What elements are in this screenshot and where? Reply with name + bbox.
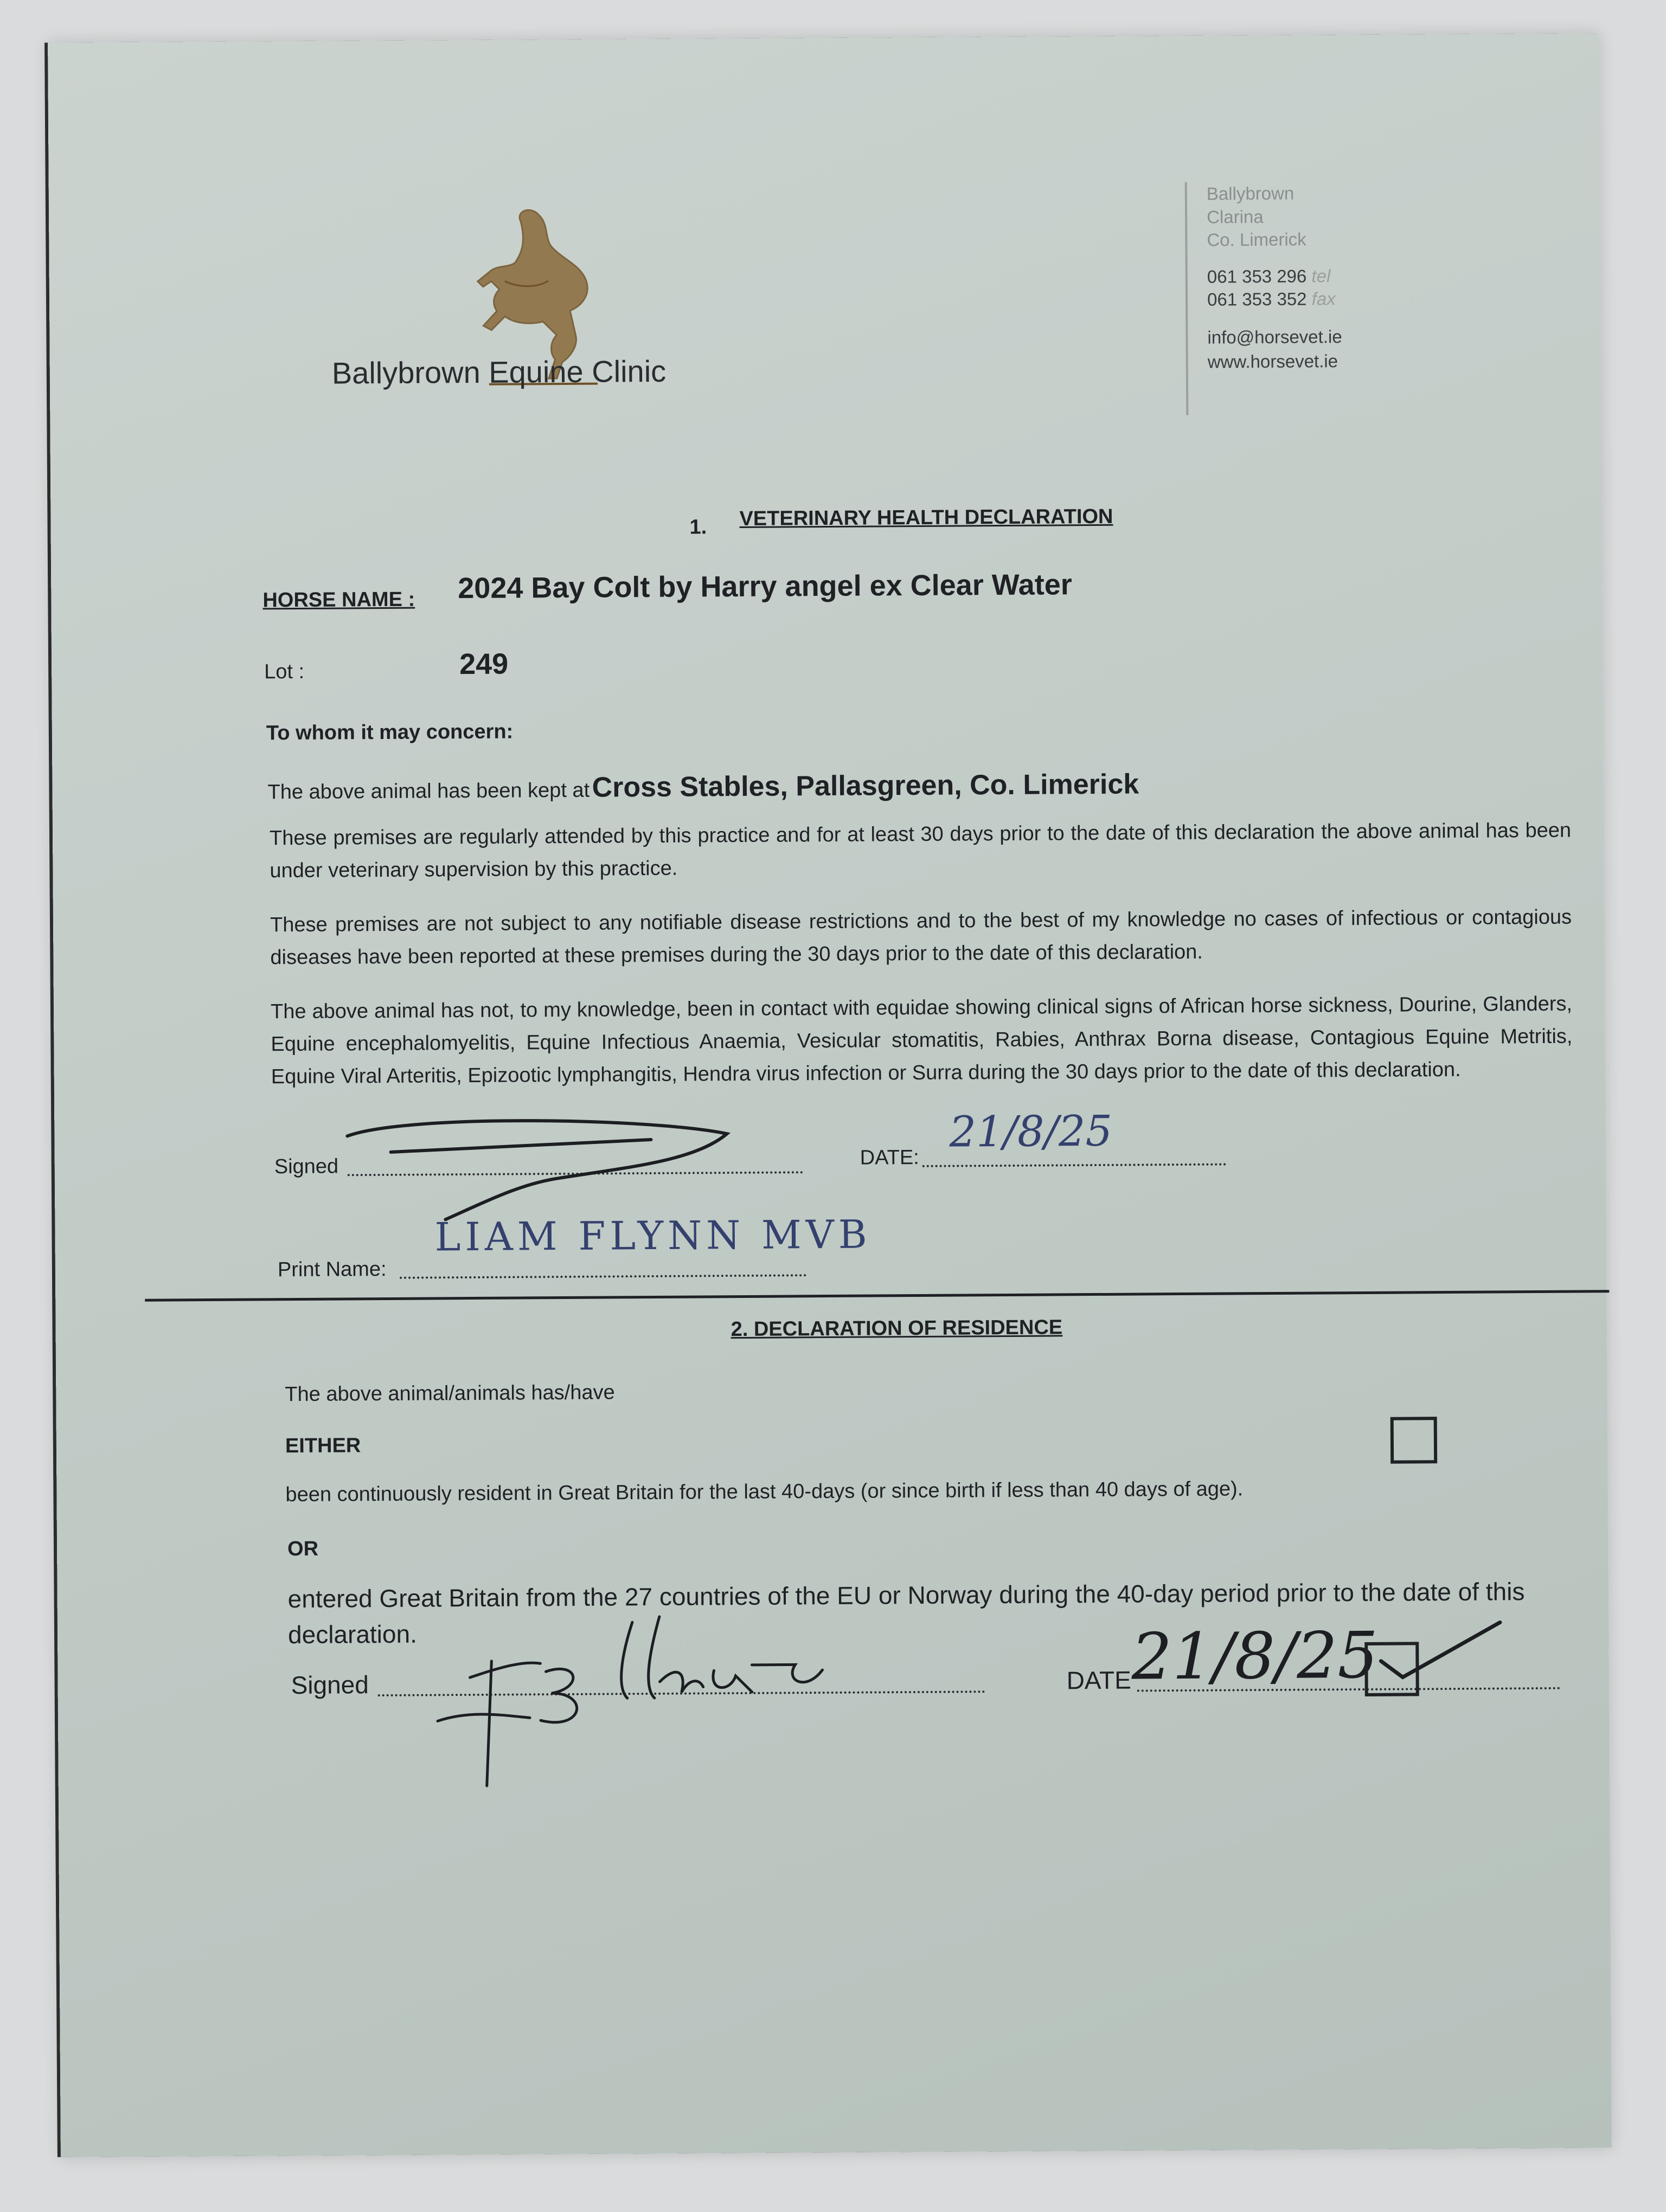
date-value-1: 21/8/25 (949, 1107, 1113, 1157)
either-text: been continuously resident in Great Britain for the last 40-days (or since birth if less than 40 days of age). (285, 1477, 1244, 1507)
horse-name-label: HORSE NAME : (262, 588, 415, 612)
date-line-1 (922, 1163, 1226, 1167)
date-value-2: 21/8/25 (1131, 1617, 1379, 1694)
lot-label: Lot : (264, 660, 305, 684)
document-page (48, 33, 1612, 2157)
paragraph-supervision: These premises are regularly attended by this practice and for at least 30 days prior to the date of this declaration the above animal has been under veterinary supervision by this practice. (269, 819, 1572, 883)
either-checkbox[interactable] (1391, 1417, 1438, 1464)
salutation: To whom it may concern: (266, 720, 514, 745)
address-line-2: Clarina (1207, 207, 1264, 227)
or-label: OR (287, 1537, 319, 1561)
horse-name-value: 2024 Bay Colt by Harry angel ex Clear Water (458, 568, 1072, 605)
paragraph-no-contact: The above animal has not, to my knowledge, been in contact with equidae showing clinical signs of African horse sickness, Dourine, Glanders, Equine encephalomyelitis, Equine Infectious Anaemia, Vesicular stomatitis, Rabies, Anthrax Borna disease, Contagious Equine Metritis, Equine Viral Arteritis, Epizootic lymphangitis, Hendra virus infection or Surra during the 30 days prior to the date of this declaration. (270, 992, 1573, 1089)
kept-at-prefix: The above animal has been kept at (267, 779, 590, 804)
vet-signature (325, 1101, 814, 1228)
check-mark-icon (1370, 1611, 1511, 1699)
address-divider (1185, 182, 1189, 415)
signed-label-2: Signed (291, 1670, 369, 1700)
print-name-label: Print Name: (277, 1257, 387, 1282)
section-divider (145, 1290, 1609, 1301)
website: www.horsevet.ie (1207, 351, 1338, 372)
kept-at-value: Cross Stables, Pallasgreen, Co. Limerick (592, 768, 1139, 803)
date-label-2: DATE (1066, 1666, 1132, 1695)
residence-intro: The above animal/animals has/have (285, 1381, 615, 1406)
clinic-name: Ballybrown Equine Clinic (331, 353, 667, 390)
paragraph-no-restrictions: These premises are not subject to any notifiable disease restrictions and to the best of my knowledge no cases of infectious or contagious diseases have been reported at these premises during the 30 days prior to the date of this declaration. (270, 905, 1572, 969)
or-text: entered Great Britain from the 27 countries of the EU or Norway during the 40-day period prior to the date of this declaration. (287, 1577, 1525, 1649)
address-line-3: Co. Limerick (1207, 229, 1306, 250)
date-label-1: DATE: (860, 1146, 919, 1169)
address-line-1: Ballybrown (1206, 183, 1295, 204)
section-1-title: VETERINARY HEALTH DECLARATION (739, 505, 1113, 530)
either-label: EITHER (285, 1434, 361, 1458)
kept-at-line (267, 768, 1139, 806)
print-name-line (400, 1274, 806, 1279)
fax: 061 353 352 fax (1207, 288, 1336, 310)
signed-label-1: Signed (274, 1155, 339, 1179)
telephone: 061 353 296 tel (1207, 266, 1331, 287)
owner-signature (405, 1610, 894, 1791)
email: info@horsevet.ie (1207, 326, 1342, 348)
section-1-number: 1. (689, 516, 707, 539)
lot-value: 249 (459, 647, 509, 681)
section-2-title: 2. DECLARATION OF RESIDENCE (731, 1316, 1063, 1341)
print-name-value: LIAM FLYNN MVB (434, 1211, 872, 1260)
